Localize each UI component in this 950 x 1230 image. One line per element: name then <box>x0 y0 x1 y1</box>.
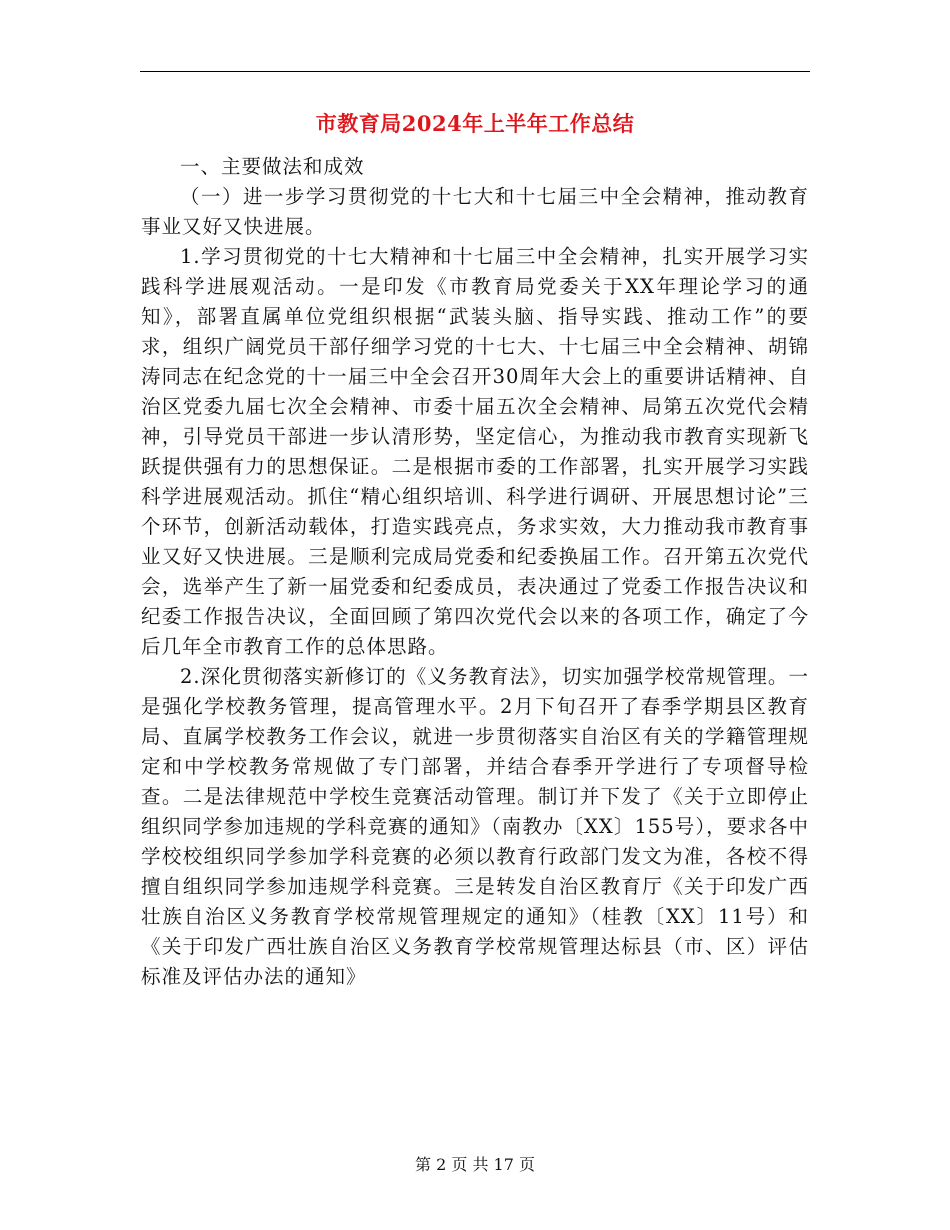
document-body <box>141 152 809 992</box>
page-footer: 第 2 页 共 17 页 <box>415 1155 535 1174</box>
body-paragraph-2: 2.深化贯彻落实新修订的《义务教育法》，切实加强学校常规管理。一是强化学校教务管理，提高管理水平。2月下旬召开了春季学期县区教育局、直属学校教务工作会议，就进一步贯彻落实自治区有关的学籍管理规定和中学校教务常规做了专门部署，并结合春季开学进行了专项督导检查。二是法律规范中学校生竞赛活动管理。制订并下发了《关于立即停止组织同学参加违规的学科竞赛的通知》（南教办〔XX〕155号），要求各中学校校组织同学参加学科竞赛的必须以教育行政部门发文为准，各校不得擅自组织同学参加违规学科竞赛。三是转发自治区教育厅《关于印发广西壮族自治区义务教育学校常规管理规定的通知》（桂教〔XX〕11号）和《关于印发广西壮族自治区义务教育学校常规管理达标县（市、区）评估标准及评估办法的通知》 <box>141 665 809 988</box>
header-rule <box>140 71 810 72</box>
body-paragraph-1: 1.学习贯彻党的十七大精神和十七届三中全会精神，扎实开展学习实践科学进展观活动。一是印发《市教育局党委关于XX年理论学习的通知》，部署直属单位党组织根据“武装头脑、指导实践、推动工作”的要求，组织广阔党员干部仔细学习党的十七大、十七届三中全会精神、胡锦涛同志在纪念党的十一届三中全会召开30周年大会上的重要讲话精神、自治区党委九届七次全会精神、市委十届五次全会精神、局第五次党代会精神，引导党员干部进一步认清形势，坚定信心，为推动我市教育实现新飞跃提供强有力的思想保证。二是根据市委的工作部署，扎实开展学习实践科学进展观活动。抓住“精心组织培训、科学进行调研、开展思想讨论”三个环节，创新活动载体，打造实践亮点，务求实效，大力推动我市教育事业又好又快进展。三是顺利完成局党委和纪委换届工作。召开第五次党代会，选举产生了新一届党委和纪委成员，表决通过了党委工作报告决议和纪委工作报告决议，全面回顾了第四次党代会以来的各项工作，确定了今后几年全市教育工作的总体思路。 <box>141 245 809 658</box>
subsection-heading: （一）进一步学习贯彻党的十七大和十七届三中全会精神，推动教育事业又好又快进展。 <box>141 185 809 238</box>
document-title: 市教育局2024年上半年工作总结 <box>315 111 635 136</box>
section-heading: 一、主要做法和成效 <box>180 155 365 178</box>
